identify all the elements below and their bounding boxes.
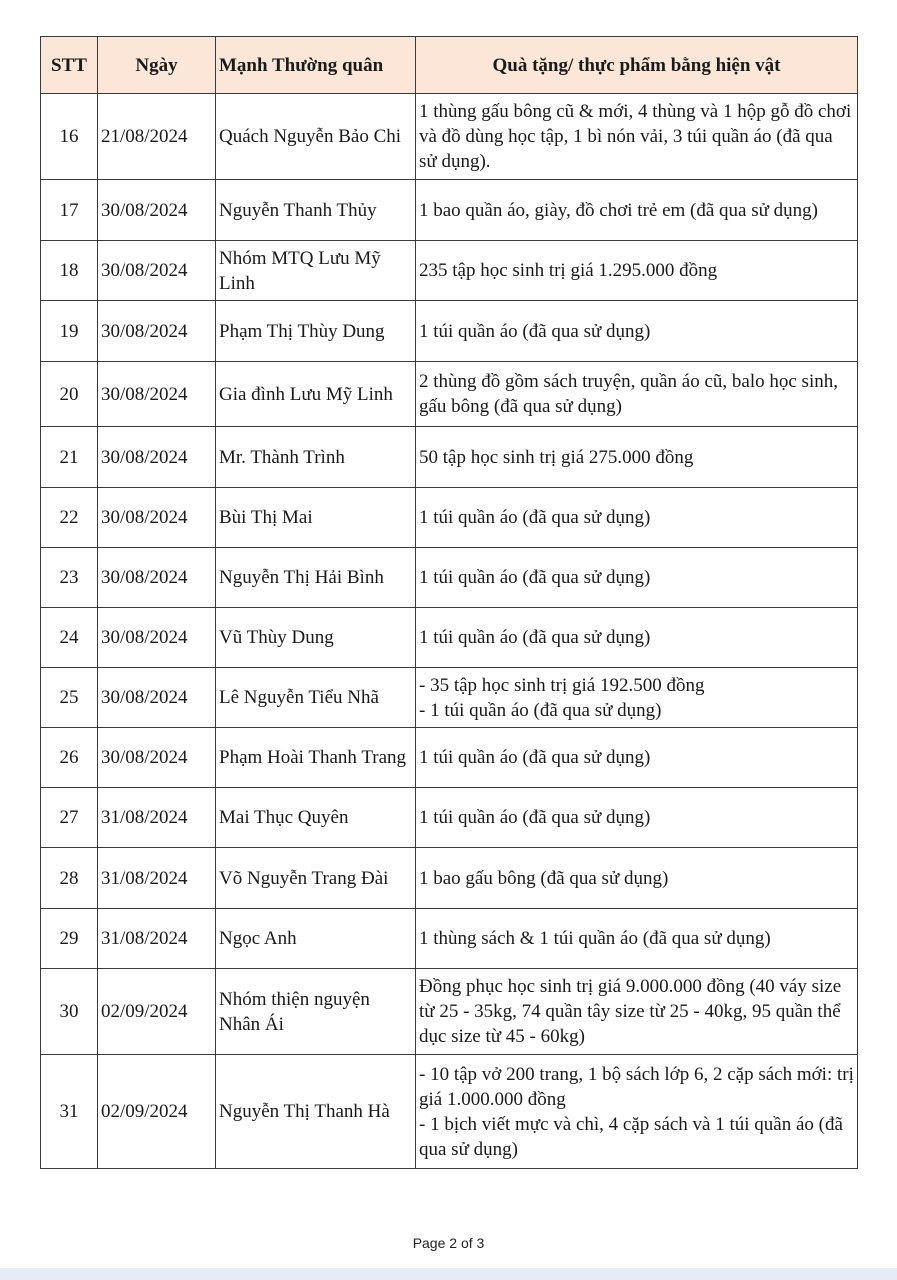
table-row bbox=[41, 301, 858, 362]
row-stt: 21 bbox=[41, 427, 98, 488]
header-donor: Mạnh Thường quân bbox=[216, 37, 416, 94]
table-row bbox=[41, 362, 858, 427]
table-row bbox=[41, 94, 858, 180]
table-row bbox=[41, 427, 858, 488]
donations-table bbox=[40, 36, 858, 1169]
row-donor: Nguyễn Thị Thanh Hà bbox=[216, 1055, 416, 1169]
row-gift: 1 bao gấu bông (đã qua sử dụng) bbox=[416, 848, 858, 909]
row-stt: 19 bbox=[41, 301, 98, 362]
row-date: 30/08/2024 bbox=[98, 241, 216, 301]
row-gift: - 35 tập học sinh trị giá 192.500 đồng - 1 túi quần áo (đã qua sử dụng) bbox=[416, 668, 858, 728]
row-stt: 23 bbox=[41, 548, 98, 608]
page-number: Page 2 of 3 bbox=[412, 1235, 485, 1251]
row-donor: Phạm Hoài Thanh Trang bbox=[216, 728, 416, 788]
row-stt: 27 bbox=[41, 788, 98, 848]
row-donor: Bùi Thị Mai bbox=[216, 488, 416, 548]
row-gift: 1 túi quần áo (đã qua sử dụng) bbox=[416, 788, 858, 848]
row-stt: 17 bbox=[41, 180, 98, 241]
row-date: 30/08/2024 bbox=[98, 608, 216, 668]
header-row bbox=[41, 37, 858, 94]
row-gift: 2 thùng đồ gồm sách truyện, quần áo cũ, balo học sinh, gấu bông (đã qua sử dụng) bbox=[416, 362, 858, 427]
row-stt: 30 bbox=[41, 969, 98, 1055]
row-gift: 1 túi quần áo (đã qua sử dụng) bbox=[416, 608, 858, 668]
row-donor: Lê Nguyễn Tiểu Nhã bbox=[216, 668, 416, 728]
row-stt: 16 bbox=[41, 94, 98, 180]
table-row bbox=[41, 1055, 858, 1169]
row-donor: Gia đình Lưu Mỹ Linh bbox=[216, 362, 416, 427]
header-gift: Quà tặng/ thực phẩm bằng hiện vật bbox=[416, 37, 858, 94]
row-donor: Mr. Thành Trình bbox=[216, 427, 416, 488]
table-row bbox=[41, 969, 858, 1055]
row-gift: 1 thùng gấu bông cũ & mới, 4 thùng và 1 hộp gỗ đồ chơi và đồ dùng học tập, 1 bì nón vải, 3 túi quần áo (đã qua sử dụng). bbox=[416, 94, 858, 180]
table-header bbox=[41, 37, 858, 94]
row-donor: Quách Nguyễn Bảo Chi bbox=[216, 94, 416, 180]
row-date: 30/08/2024 bbox=[98, 427, 216, 488]
row-stt: 20 bbox=[41, 362, 98, 427]
row-date: 30/08/2024 bbox=[98, 668, 216, 728]
row-gift: Đồng phục học sinh trị giá 9.000.000 đồng (40 váy size từ 25 - 35kg, 74 quần tây size từ 25 - 40kg, 95 quần thể dục size từ 45 - 60kg) bbox=[416, 969, 858, 1055]
row-date: 30/08/2024 bbox=[98, 301, 216, 362]
row-date: 30/08/2024 bbox=[98, 548, 216, 608]
row-date: 31/08/2024 bbox=[98, 788, 216, 848]
row-stt: 26 bbox=[41, 728, 98, 788]
table-row bbox=[41, 909, 858, 969]
row-stt: 28 bbox=[41, 848, 98, 909]
row-date: 21/08/2024 bbox=[98, 94, 216, 180]
row-gift: 235 tập học sinh trị giá 1.295.000 đồng bbox=[416, 241, 858, 301]
row-stt: 25 bbox=[41, 668, 98, 728]
row-gift: 1 túi quần áo (đã qua sử dụng) bbox=[416, 301, 858, 362]
row-stt: 24 bbox=[41, 608, 98, 668]
row-date: 30/08/2024 bbox=[98, 488, 216, 548]
table-row bbox=[41, 608, 858, 668]
row-gift: 1 túi quần áo (đã qua sử dụng) bbox=[416, 728, 858, 788]
table-row bbox=[41, 488, 858, 548]
row-donor: Nhóm MTQ Lưu Mỹ Linh bbox=[216, 241, 416, 301]
row-date: 30/08/2024 bbox=[98, 180, 216, 241]
table-row bbox=[41, 668, 858, 728]
row-donor: Phạm Thị Thùy Dung bbox=[216, 301, 416, 362]
table-row bbox=[41, 848, 858, 909]
table-row bbox=[41, 180, 858, 241]
table-row bbox=[41, 728, 858, 788]
row-gift: 1 bao quần áo, giày, đồ chơi trẻ em (đã qua sử dụng) bbox=[416, 180, 858, 241]
header-date: Ngày bbox=[98, 37, 216, 94]
row-date: 30/08/2024 bbox=[98, 362, 216, 427]
row-gift: 1 túi quần áo (đã qua sử dụng) bbox=[416, 548, 858, 608]
row-gift: - 10 tập vở 200 trang, 1 bộ sách lớp 6, 2 cặp sách mới: trị giá 1.000.000 đồng - 1 bịch viết mực và chì, 4 cặp sách và 1 túi quần áo (đã qua sử dụng) bbox=[416, 1055, 858, 1169]
table-row bbox=[41, 241, 858, 301]
row-date: 02/09/2024 bbox=[98, 1055, 216, 1169]
row-date: 31/08/2024 bbox=[98, 848, 216, 909]
row-date: 02/09/2024 bbox=[98, 969, 216, 1055]
header-stt: STT bbox=[41, 37, 98, 94]
row-stt: 18 bbox=[41, 241, 98, 301]
table-row bbox=[41, 548, 858, 608]
row-donor: Nguyễn Thị Hải Bình bbox=[216, 548, 416, 608]
row-stt: 31 bbox=[41, 1055, 98, 1169]
table-body bbox=[41, 94, 858, 1169]
row-date: 31/08/2024 bbox=[98, 909, 216, 969]
row-gift: 50 tập học sinh trị giá 275.000 đồng bbox=[416, 427, 858, 488]
row-gift: 1 túi quần áo (đã qua sử dụng) bbox=[416, 488, 858, 548]
row-donor: Nhóm thiện nguyện Nhân Ái bbox=[216, 969, 416, 1055]
row-donor: Võ Nguyễn Trang Đài bbox=[216, 848, 416, 909]
row-date: 30/08/2024 bbox=[98, 728, 216, 788]
row-donor: Vũ Thùy Dung bbox=[216, 608, 416, 668]
viewer-bottom-bar bbox=[0, 1268, 897, 1280]
row-gift: 1 thùng sách & 1 túi quần áo (đã qua sử dụng) bbox=[416, 909, 858, 969]
table-row bbox=[41, 788, 858, 848]
row-stt: 22 bbox=[41, 488, 98, 548]
row-stt: 29 bbox=[41, 909, 98, 969]
row-donor: Mai Thục Quyên bbox=[216, 788, 416, 848]
row-donor: Ngọc Anh bbox=[216, 909, 416, 969]
row-donor: Nguyễn Thanh Thủy bbox=[216, 180, 416, 241]
